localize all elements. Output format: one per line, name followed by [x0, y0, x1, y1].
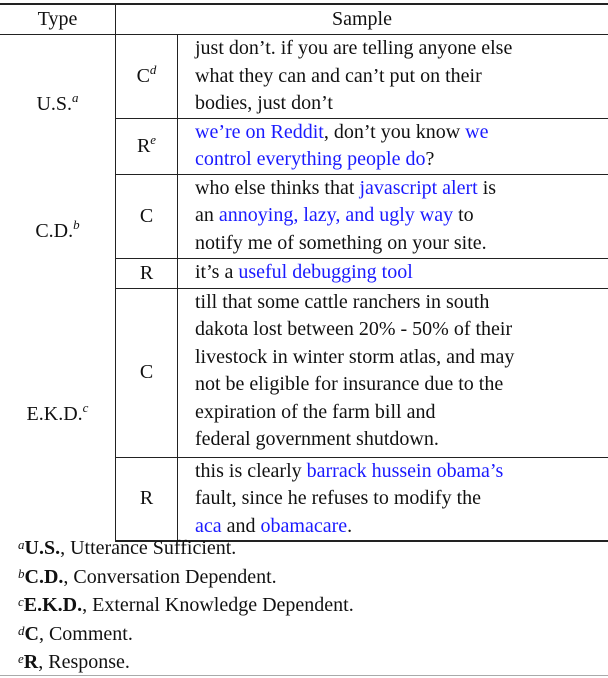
sample-kind-cell: [116, 174, 178, 258]
table-row: [0, 35, 608, 119]
text-segment: expiration of the farm bill and: [195, 400, 436, 423]
sample-kind-label: R: [139, 261, 154, 284]
sample-kind-cell: [116, 35, 178, 119]
text-segment: it’s a: [195, 260, 239, 283]
sample-kind-footnote-mark: e: [150, 131, 157, 147]
footnote-description: , Conversation Dependent.: [63, 565, 277, 588]
highlighted-phrase: annoying, lazy, and ugly way: [218, 204, 454, 226]
footnote: [18, 620, 354, 649]
footnote-mark: e: [18, 651, 24, 666]
text-segment: fault, since he refuses to modify the: [195, 487, 482, 509]
sample-text-line: [195, 175, 608, 203]
sample-kind-label: R: [139, 487, 154, 510]
sample-kind-label: R: [136, 134, 151, 157]
header-sample: Sample: [116, 4, 608, 35]
footnote: [18, 648, 354, 677]
footnote-term: E.K.D.: [23, 594, 83, 616]
text-segment: just don’t. if you are telling anyone else: [195, 37, 513, 59]
sample-kind-label: C: [136, 64, 150, 87]
footnote-description: , Response.: [38, 651, 130, 673]
type-footnote-mark: a: [72, 90, 79, 105]
highlighted-phrase: aca: [195, 514, 222, 537]
text-segment: who else thinks that: [195, 176, 360, 199]
text-segment: notify me of something on your site.: [195, 231, 487, 254]
type-label: E.K.D.: [26, 403, 83, 425]
sample-text-cell: [178, 258, 608, 288]
footnote-mark: c: [18, 594, 24, 609]
footnote-description: , External Knowledge Dependent.: [82, 594, 354, 616]
text-segment: an: [195, 204, 219, 226]
sample-kind-footnote-mark: d: [149, 61, 157, 77]
footnote-description: , Utterance Sufficient.: [60, 537, 237, 559]
sample-kind-label: C: [139, 204, 154, 227]
sample-text-line: [195, 119, 608, 147]
sample-kind-label: C: [139, 361, 154, 383]
sample-text-line: [195, 146, 608, 174]
highlighted-phrase: useful debugging tool: [238, 260, 413, 283]
text-segment: federal government shutdown.: [195, 428, 439, 450]
text-segment: and: [221, 514, 261, 537]
bottom-rule: [0, 675, 608, 676]
type-cell: [0, 35, 116, 175]
highlighted-phrase: obamacare: [260, 514, 348, 537]
footnote: [18, 534, 354, 563]
sample-table: [0, 3, 608, 542]
sample-text-cell: [178, 118, 608, 174]
footnote-mark: a: [18, 537, 25, 552]
text-segment: this is clearly: [195, 459, 307, 482]
text-segment: dakota lost between 20% - 50% of their: [195, 318, 513, 340]
sample-text-line: [195, 371, 608, 399]
sample-text-line: [195, 344, 608, 372]
footnote-mark: d: [18, 622, 25, 638]
sample-text-cell: [178, 174, 608, 258]
sample-text-line: [195, 230, 608, 258]
text-segment: ?: [425, 148, 435, 170]
sample-text-line: [195, 63, 608, 91]
footnote: [18, 563, 354, 592]
footnote-term: R: [23, 651, 39, 673]
highlighted-phrase: javascript alert: [359, 176, 478, 199]
highlighted-phrase: we: [465, 120, 489, 143]
text-segment: bodies, just don’t: [195, 92, 333, 114]
sample-text-cell: [178, 288, 608, 457]
highlighted-phrase: control everything people do: [195, 148, 426, 170]
sample-text-line: [195, 399, 608, 427]
sample-kind-cell: [116, 118, 178, 174]
sample-text-line: [195, 289, 608, 317]
sample-text-cell: [178, 457, 608, 541]
footnote-term: C: [24, 622, 39, 645]
type-footnote-mark: c: [82, 400, 89, 415]
text-segment: livestock in winter storm atlas, and may: [195, 345, 515, 368]
text-segment: to: [453, 204, 474, 226]
sample-text-line: [195, 202, 608, 230]
table-row: [0, 174, 608, 258]
text-segment: is: [477, 176, 497, 199]
type-cell: [0, 174, 116, 288]
sample-text-line: [195, 90, 608, 118]
highlighted-phrase: we’re on Reddit: [195, 120, 324, 143]
footnote: [18, 591, 354, 620]
sample-kind-cell: [116, 457, 178, 541]
sample-text-cell: [178, 35, 608, 119]
footnote-mark: b: [18, 565, 25, 581]
sample-text-line: [195, 458, 608, 486]
type-cell: [0, 288, 116, 541]
sample-text-line: [195, 316, 608, 344]
footnotes: [18, 534, 354, 677]
sample-text-line: [195, 426, 608, 454]
sample-text-line: [195, 35, 608, 63]
footnote-term: U.S.: [24, 537, 61, 559]
sample-text-line: [195, 259, 608, 287]
text-segment: what they can and can’t put on their: [195, 64, 482, 87]
sample-kind-cell: [116, 258, 178, 288]
text-segment: not be eligible for insurance due to the: [195, 373, 504, 395]
type-label: C.D.: [35, 219, 74, 242]
text-segment: .: [347, 514, 353, 537]
text-segment: till that some cattle ranchers in south: [195, 290, 490, 313]
footnote-description: , Comment.: [38, 622, 133, 645]
table-row: [0, 288, 608, 457]
header-row: [0, 4, 608, 35]
footnote-term: C.D.: [24, 565, 64, 588]
highlighted-phrase: barrack hussein obama’s: [306, 459, 504, 482]
text-segment: , don’t you know: [323, 120, 466, 143]
sample-kind-cell: [116, 288, 178, 457]
header-type: Type: [0, 4, 116, 35]
type-footnote-mark: b: [73, 216, 80, 232]
type-label: U.S.: [36, 93, 73, 115]
sample-text-line: [195, 485, 608, 513]
